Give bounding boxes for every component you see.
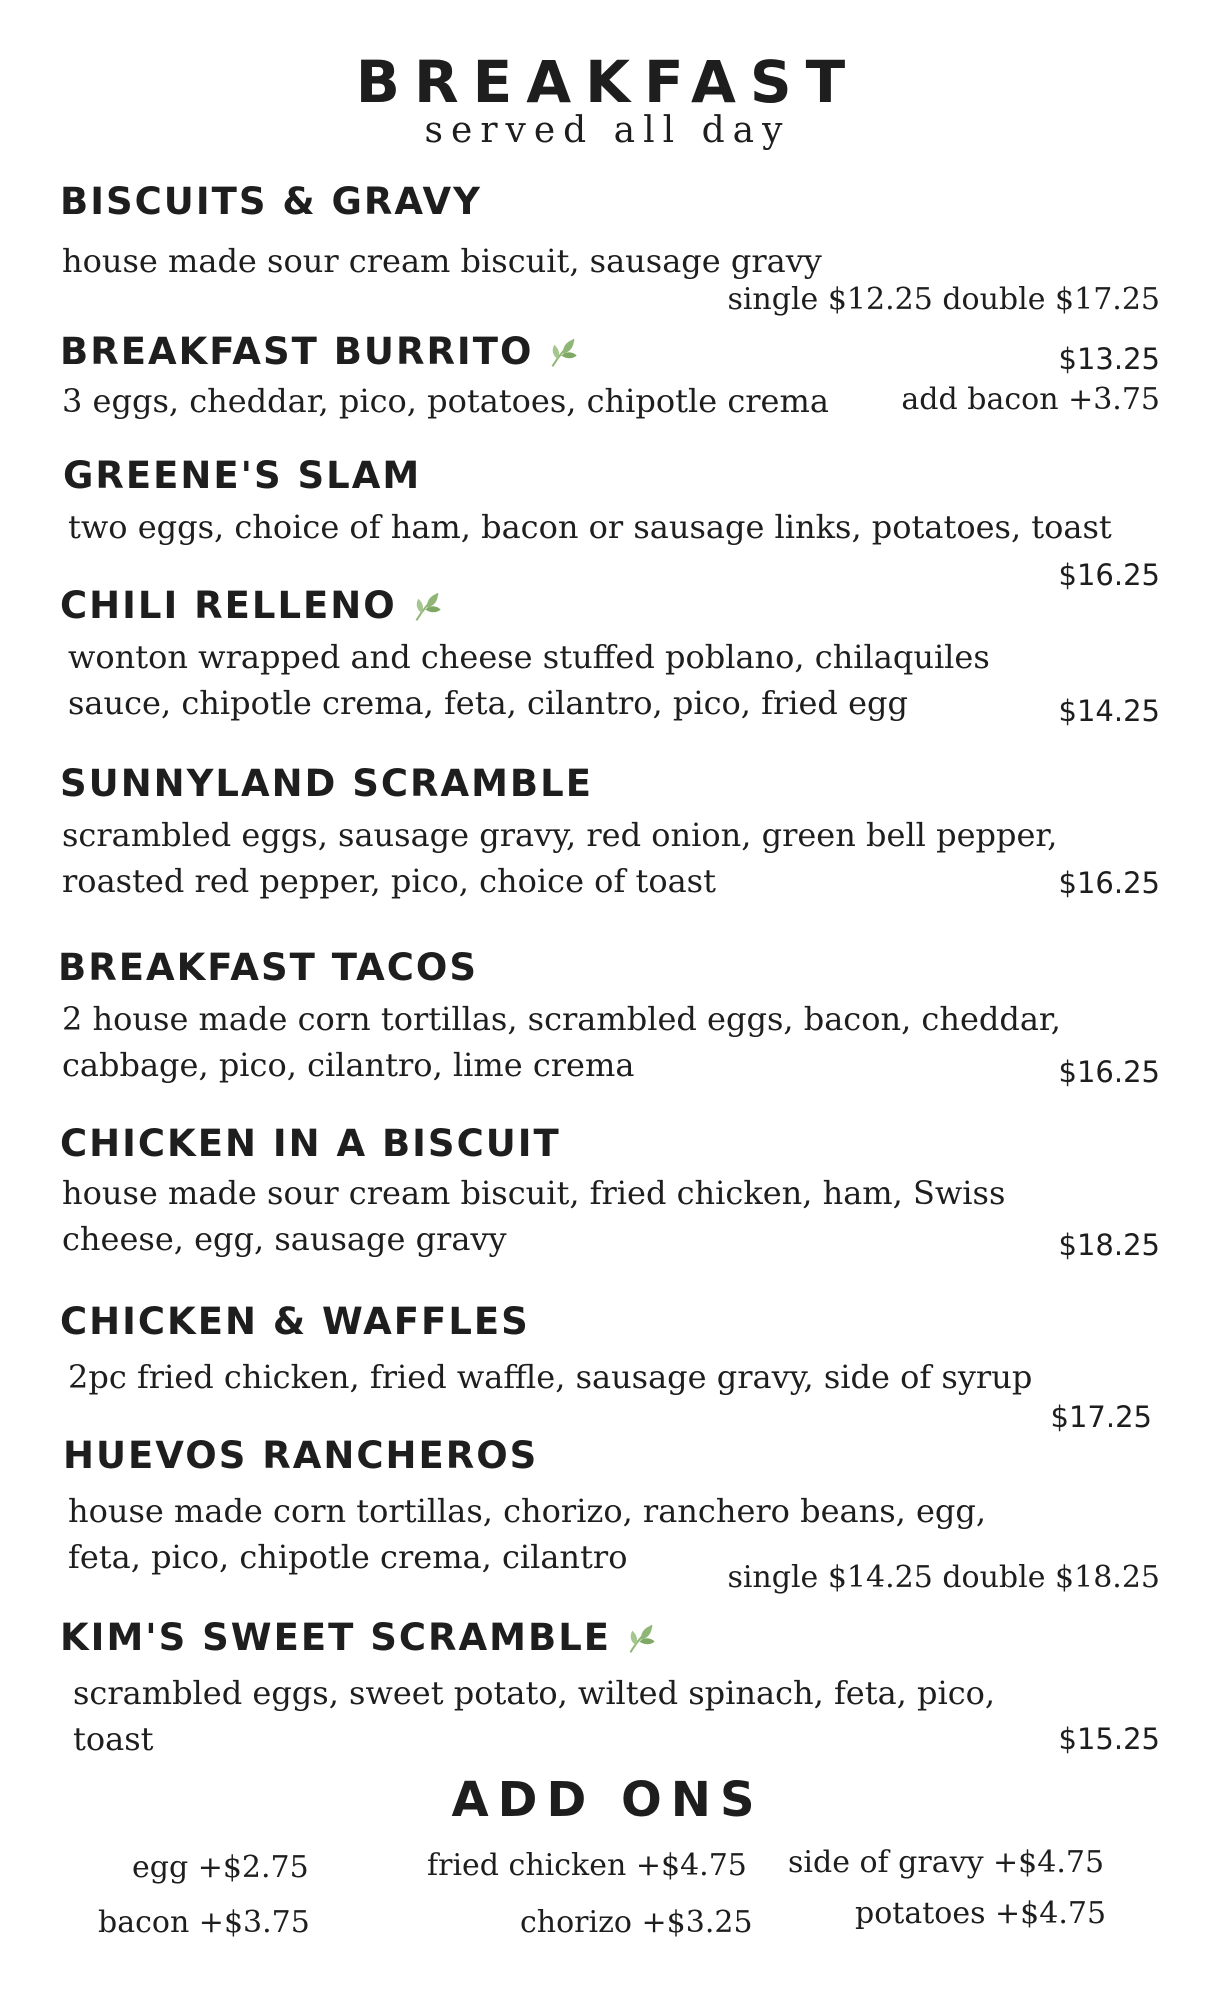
addon-item: bacon +$3.75 (98, 1905, 310, 1940)
item-description: 2 house made corn tortillas, scrambled eggs, bacon, cheddar, cabbage, pico, cilantro, lime crema (62, 1000, 1061, 1084)
item-name: GREENE'S SLAM (63, 454, 422, 497)
item-name: BREAKFAST BURRITO (60, 330, 583, 373)
item-price: $15.25 (1058, 1722, 1160, 1756)
item-description: 3 eggs, cheddar, pico, potatoes, chipotle crema (62, 382, 829, 420)
item-name: CHILI RELLENO (60, 584, 447, 627)
item-description: house made sour cream biscuit, sausage gravy (62, 242, 822, 280)
item-extra: add bacon +3.75 (901, 382, 1160, 417)
addon-item: side of gravy +$4.75 (788, 1845, 1105, 1880)
item-description: two eggs, choice of ham, bacon or sausage links, potatoes, toast (68, 508, 1112, 546)
addons-title: ADD ONS (451, 1772, 764, 1828)
menu-subtitle: served all day (424, 110, 791, 151)
leaf-icon (547, 334, 583, 370)
item-price: $16.25 (1058, 866, 1160, 900)
addon-item: chorizo +$3.25 (520, 1905, 753, 1940)
item-price: $13.25 (1058, 342, 1160, 376)
addon-item: egg +$2.75 (132, 1850, 309, 1885)
item-name: CHICKEN & WAFFLES (60, 1300, 530, 1343)
item-name: BISCUITS & GRAVY (60, 180, 482, 223)
item-description: wonton wrapped and cheese stuffed poblano, chilaquiles sauce, chipotle crema, feta, cilantro, pico, fried egg (68, 638, 990, 722)
item-description: scrambled eggs, sausage gravy, red onion, green bell pepper, roasted red pepper, pico, choice of toast (62, 816, 1058, 900)
item-description: 2pc fried chicken, fried waffle, sausage gravy, side of syrup (68, 1358, 1033, 1396)
item-name: HUEVOS RANCHEROS (63, 1434, 539, 1477)
item-description: house made corn tortillas, chorizo, ranchero beans, egg, feta, pico, chipotle crema, cilantro (68, 1492, 987, 1576)
leaf-icon (625, 1620, 661, 1656)
item-price: $18.25 (1058, 1228, 1160, 1262)
item-price: single $14.25 double $18.25 (727, 1560, 1160, 1595)
addon-item: potatoes +$4.75 (855, 1896, 1107, 1931)
item-price: $16.25 (1058, 1055, 1160, 1089)
item-name: CHICKEN IN A BISCUIT (60, 1122, 561, 1165)
item-name: SUNNYLAND SCRAMBLE (60, 762, 593, 805)
addon-item: fried chicken +$4.75 (427, 1848, 747, 1883)
item-price: single $12.25 double $17.25 (727, 282, 1160, 317)
leaf-icon (411, 588, 447, 624)
item-name: BREAKFAST TACOS (58, 946, 478, 989)
menu-title: BREAKFAST (355, 48, 860, 116)
item-name: KIM'S SWEET SCRAMBLE (60, 1616, 661, 1659)
item-description: house made sour cream biscuit, fried chicken, ham, Swiss cheese, egg, sausage gravy (62, 1174, 1006, 1258)
item-price: $14.25 (1058, 694, 1160, 728)
item-price: $16.25 (1058, 558, 1160, 592)
item-description: scrambled eggs, sweet potato, wilted spinach, feta, pico, toast (73, 1674, 996, 1758)
item-price: $17.25 (1050, 1400, 1152, 1434)
